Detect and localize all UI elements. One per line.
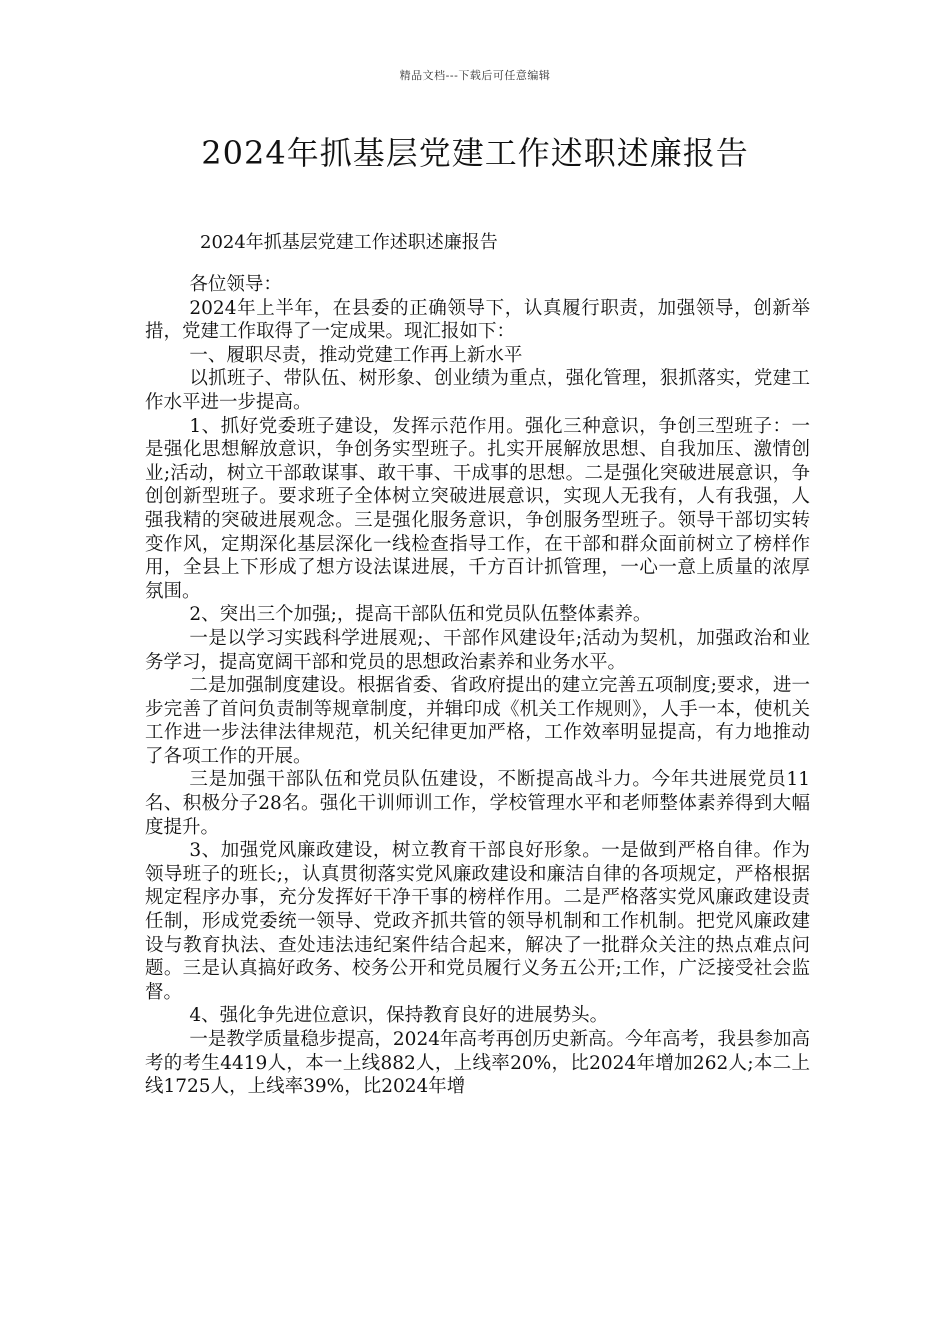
paragraph: 二是加强制度建设。根据省委、省政府提出的建立完善五项制度;要求，进一步完善了首问负责制等规章制度，并辑印成《机关工作规则》，人手一本，使机关工作进一步法律法律规范，机关纪律更加严格，工作效率明显提高，有力地推动了各项工作的开展。 [145,675,810,767]
paragraph: 三是加强干部队伍和党员队伍建设，不断提高战斗力。今年共进展党员11名、积极分子28名。强化干训师训工作，学校管理水平和老师整体素养得到大幅度提升。 [145,769,810,838]
header-note: 精品文档---下载后可任意编辑 [399,69,551,82]
paragraph-intro: 2024年上半年，在县委的正确领导下，认真履行职责，加强领导，创新举措，党建工作取得了一定成果。现汇报如下： [145,297,810,343]
paragraph: 以抓班子、带队伍、树形象、创业绩为重点，强化管理，狠抓落实，党建工作水平进一步提高。 [145,368,810,413]
paragraph: 2、突出三个加强;，提高干部队伍和党员队伍整体素养。 [189,604,652,626]
document-title: 2024年抓基层党建工作述职述廉报告 [201,134,749,172]
paragraph: 4、强化争先进位意识，保持教育良好的进展势头。 [189,1005,609,1027]
salutation: 各位领导： [189,274,282,295]
paragraph: 3、加强党风廉政建设，树立教育干部良好形象。一是做到严格自律。作为领导班子的班长;，认真贯彻落实党风廉政建设和廉洁自律的各项规定，严格根据规定程序办事，充分发挥好干净干事的榜样作用。二是严格落实党风廉政建设责任制，形成党委统一领导、党政齐抓共管的领导机制和工作机制。把党风廉政建设与教育执法、查处违法违纪案件结合起来，解决了一批群众关注的热点难点问题。三是认真搞好政务、校务公开和党员履行义务五公开;工作，广泛接受社会监督。 [145,840,810,1003]
section-heading: 一、履职尽责，推动党建工作再上新水平 [189,344,523,366]
document-body [145,273,810,1099]
paragraph: 1、抓好党委班子建设，发挥示范作用。强化三种意识，争创三型班子：一是强化思想解放意识，争创务实型班子。扎实开展解放思想、自我加压、激情创业;活动，树立干部敢谋事、敢干事、干成事的思想。二是强化突破进展意识，争创创新型班子。要求班子全体树立突破进展意识，实现人无我有，人有我强，人强我精的突破进展观念。三是强化服务意识，争创服务型班子。领导干部切实转变作风，定期深化基层深化一线检查指导工作，在干部和群众面前树立了榜样作用，全县上下形成了想方设法谋进展，千方百计抓管理，一心一意上质量的浓厚氛围。 [145,415,810,602]
paragraph: 一是以学习实践科学进展观;、干部作风建设年;活动为契机，加强政治和业务学习，提高宽阔干部和党员的思想政治素养和业务水平。 [145,627,810,673]
paragraph: 一是教学质量稳步提高，2024年高考再创历史新高。今年高考，我县参加高考的考生4419人，本一上线882人，上线率20%，比2024年增加262人;本二上线1725人，上线率39%，比2024年增 [145,1029,810,1098]
document-subtitle: 2024年抓基层党建工作述职述廉报告 [200,232,498,253]
